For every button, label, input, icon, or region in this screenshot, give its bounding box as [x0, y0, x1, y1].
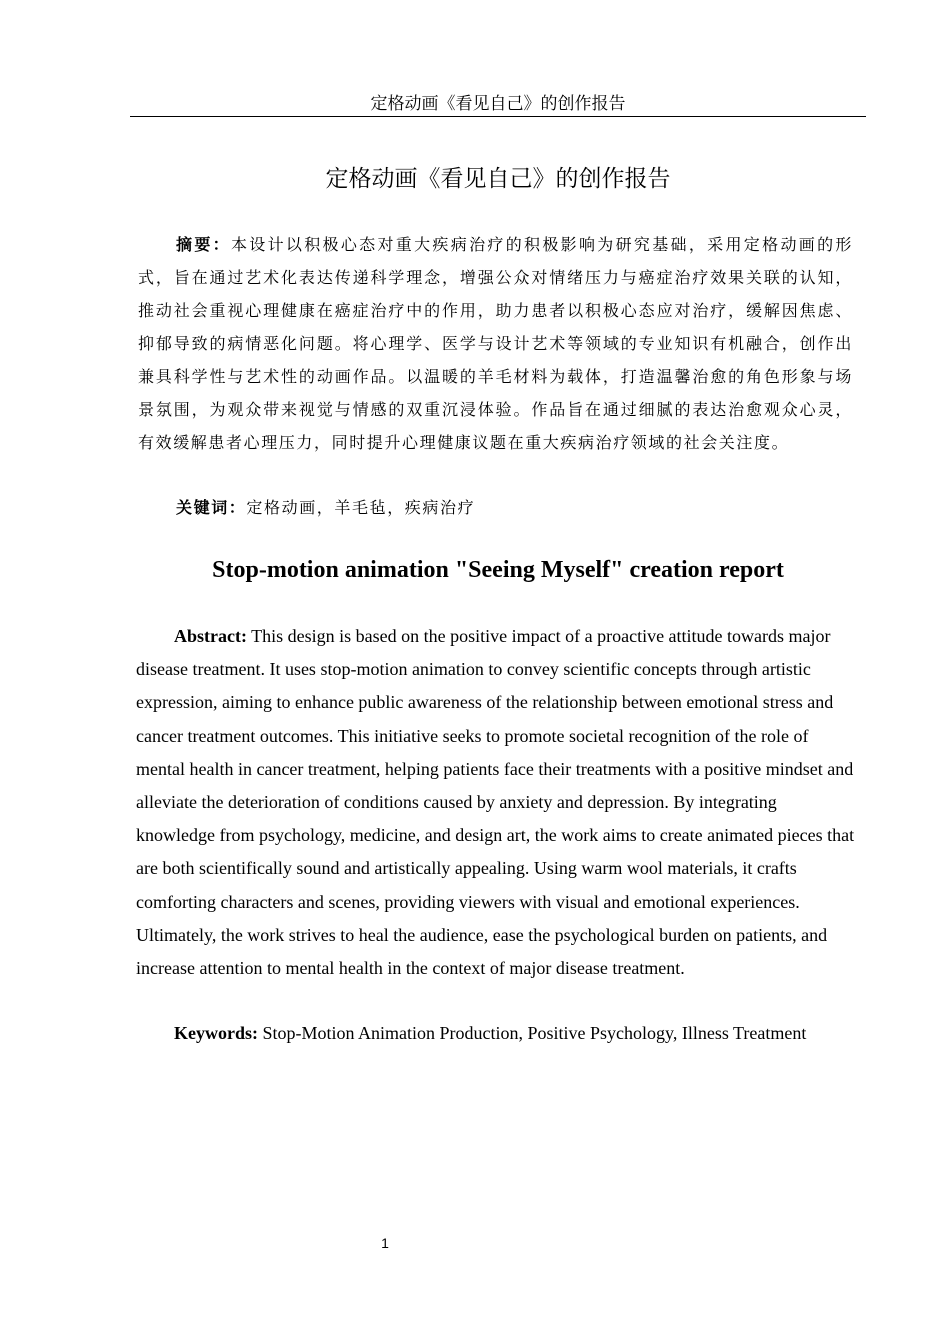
english-title: Stop-motion animation "Seeing Myself" creation report: [212, 557, 784, 583]
chinese-abstract: [138, 228, 853, 459]
english-abstract-paragraph: [136, 620, 856, 985]
running-header: [130, 92, 866, 117]
english-abstract: [136, 620, 856, 985]
chinese-keywords-text: 定格动画，羊毛毡，疾病治疗: [246, 498, 476, 517]
chinese-abstract-label: 摘要：: [176, 235, 231, 254]
chinese-abstract-paragraph: [138, 228, 853, 459]
english-keywords-text: Stop-Motion Animation Production, Positive Psychology, Illness Treatment: [258, 1023, 807, 1043]
english-keywords-label: Keywords:: [174, 1023, 258, 1043]
page-number: 1: [381, 1235, 389, 1251]
english-abstract-label: Abstract:: [174, 626, 247, 646]
english-abstract-text: This design is based on the positive impact of a proactive attitude towards major disease treatment. It uses stop-motion animation to convey scientific concepts through artistic expression, aiming to enhance public awareness of the relationship between emotional stress and cancer treatment outcomes. This initiative seeks to promote societal recognition of the role of mental health in cancer treatment, helping patients face their treatments with a positive mindset and alleviate the deterioration of conditions caused by anxiety and depression. By integrating knowledge from psychology, medicine, and design art, the work aims to create animated pieces that are both scientifically sound and artistically appealing. Using warm wool materials, it crafts comforting characters and scenes, providing viewers with visual and emotional experiences. Ultimately, the work strives to heal the audience, ease the psychological burden on patients, and increase attention to mental health in the context of major disease treatment.: [136, 626, 855, 979]
chinese-keywords-label: 关键词：: [176, 498, 247, 517]
chinese-title: 定格动画《看见自己》的创作报告: [325, 166, 671, 192]
chinese-abstract-text: 本设计以积极心态对重大疾病治疗的积极影响为研究基础，采用定格动画的形式，旨在通过艺术化表达传递科学理念，增强公众对情绪压力与癌症治疗效果关联的认知，推动社会重视心理健康在癌症治疗中的作用，助力患者以积极心态应对治疗，缓解因焦虑、抑郁导致的病情恶化问题。将心理学、医学与设计艺术等领域的专业知识有机融合，创作出兼具科学性与艺术性的动画作品。以温暖的羊毛材料为载体，打造温馨治愈的角色形象与场景氛围，为观众带来视觉与情感的双重沉浸体验。作品旨在通过细腻的表达治愈观众心灵，有效缓解患者心理压力，同时提升心理健康议题在重大疾病治疗领域的社会关注度。: [138, 235, 853, 452]
chinese-keywords: [138, 491, 853, 524]
english-keywords: [136, 1017, 866, 1050]
running-header-title: 定格动画《看见自己》的创作报告: [370, 94, 626, 114]
